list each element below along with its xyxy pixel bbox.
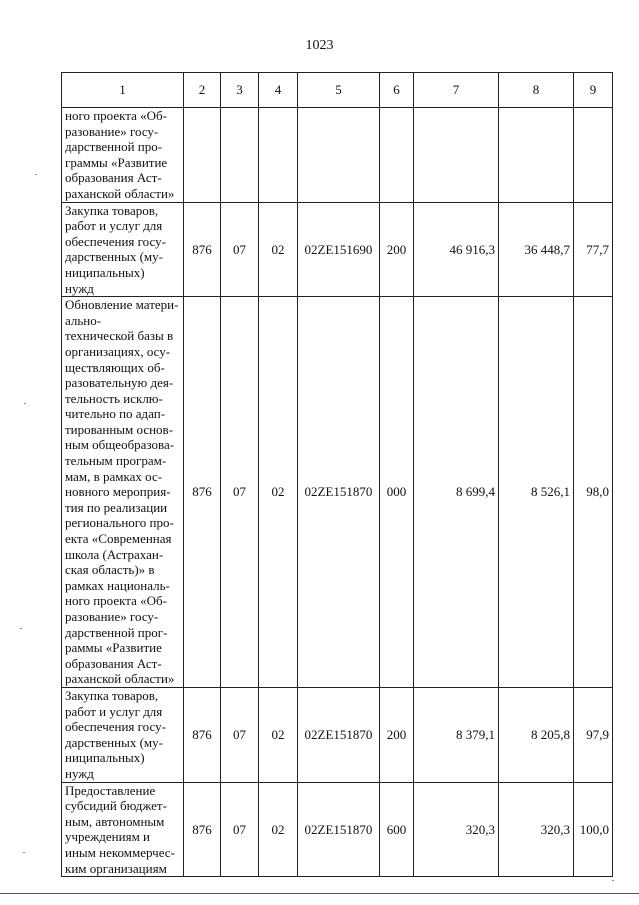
page-bottom-rule <box>0 893 639 894</box>
cell-amount-executed: 36 448,7 <box>499 202 574 297</box>
cell-amount-executed: 8 205,8 <box>499 687 574 782</box>
cell-section: 07 <box>221 687 259 782</box>
column-header: 3 <box>221 73 259 108</box>
table-row <box>62 202 613 297</box>
table-row <box>62 297 613 688</box>
scan-speck <box>612 880 614 881</box>
cell-section <box>221 108 259 203</box>
cell-subsection: 02 <box>259 687 298 782</box>
scan-speck <box>20 628 22 629</box>
budget-table <box>61 72 613 877</box>
cell-target-article: 02ZE151870 <box>298 687 380 782</box>
row-name-cell: Обновление матери- ально- технической базы в организациях, осу- ществляющих об- разовательную дея- тельность исклю- чительно по адап- тированным основ- ным общеобразова- тельным програм- мам, в рамках ос- новного мероприя- тия по реализации регионального про- екта «Современная школа (Астрахан- ская область)» в рамках националь- ного проекта «Об- разование» госу- дарственной прог- раммы «Развитие образования Аст- раханской области» <box>62 297 184 688</box>
cell-code: 876 <box>184 202 221 297</box>
cell-amount-executed <box>499 108 574 203</box>
table-row <box>62 687 613 782</box>
column-header: 6 <box>380 73 414 108</box>
scan-speck <box>35 174 37 175</box>
column-header: 8 <box>499 73 574 108</box>
column-header: 4 <box>259 73 298 108</box>
cell-section: 07 <box>221 202 259 297</box>
cell-target-article: 02ZE151870 <box>298 782 380 877</box>
cell-amount-planned: 46 916,3 <box>414 202 499 297</box>
cell-percent: 77,7 <box>574 202 613 297</box>
cell-expense-type: 000 <box>380 297 414 688</box>
column-header: 7 <box>414 73 499 108</box>
cell-subsection: 02 <box>259 202 298 297</box>
header-row <box>62 73 613 108</box>
page-number: 1023 <box>305 38 334 53</box>
cell-subsection <box>259 108 298 203</box>
cell-code: 876 <box>184 687 221 782</box>
cell-code: 876 <box>184 782 221 877</box>
cell-amount-planned: 8 379,1 <box>414 687 499 782</box>
column-header: 5 <box>298 73 380 108</box>
cell-expense-type: 200 <box>380 202 414 297</box>
cell-expense-type <box>380 108 414 203</box>
scan-speck <box>23 852 25 853</box>
table-row <box>62 108 613 203</box>
cell-percent: 100,0 <box>574 782 613 877</box>
cell-subsection: 02 <box>259 782 298 877</box>
cell-target-article <box>298 108 380 203</box>
table-row <box>62 782 613 877</box>
cell-target-article: 02ZE151870 <box>298 297 380 688</box>
cell-expense-type: 600 <box>380 782 414 877</box>
row-name-cell: Закупка товаров, работ и услуг для обеспечения госу- дарственных (му- ниципальных) нужд <box>62 202 184 297</box>
cell-amount-planned: 8 699,4 <box>414 297 499 688</box>
cell-section: 07 <box>221 782 259 877</box>
cell-subsection: 02 <box>259 297 298 688</box>
cell-section: 07 <box>221 297 259 688</box>
row-name-cell: Предоставление субсидий бюджет- ным, автономным учреждениям и иным некоммерчес- ким организациям <box>62 782 184 877</box>
cell-percent <box>574 108 613 203</box>
row-name-cell: ного проекта «Об- разование» госу- дарственной про- граммы «Развитие образования Аст- раханской области» <box>62 108 184 203</box>
cell-amount-planned <box>414 108 499 203</box>
column-header: 2 <box>184 73 221 108</box>
cell-percent: 97,9 <box>574 687 613 782</box>
cell-expense-type: 200 <box>380 687 414 782</box>
cell-code: 876 <box>184 297 221 688</box>
column-header: 9 <box>574 73 613 108</box>
cell-amount-planned: 320,3 <box>414 782 499 877</box>
cell-amount-executed: 320,3 <box>499 782 574 877</box>
row-name-cell: Закупка товаров, работ и услуг для обеспечения госу- дарственных (му- ниципальных) нужд <box>62 687 184 782</box>
cell-percent: 98,0 <box>574 297 613 688</box>
scan-speck <box>24 403 26 404</box>
column-header: 1 <box>62 73 184 108</box>
cell-code <box>184 108 221 203</box>
cell-amount-executed: 8 526,1 <box>499 297 574 688</box>
cell-target-article: 02ZE151690 <box>298 202 380 297</box>
